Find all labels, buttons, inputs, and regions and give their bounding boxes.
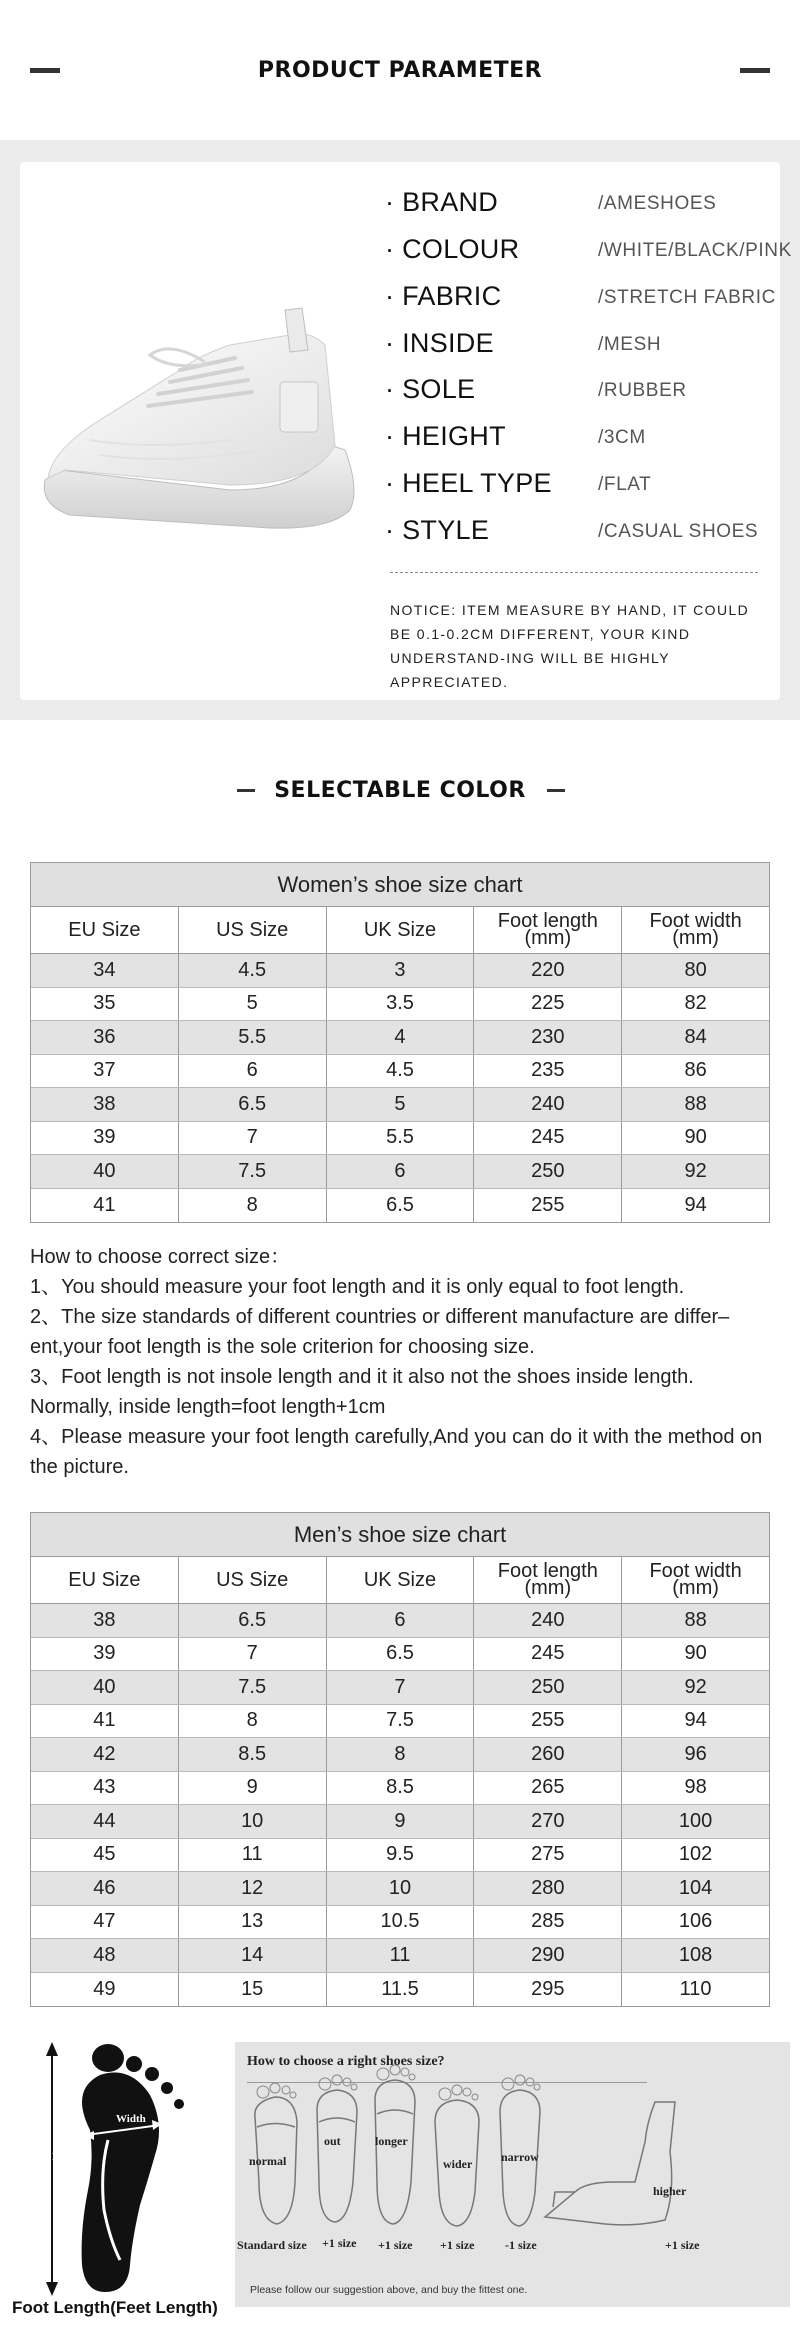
instructions-title: How to choose correct size：	[30, 1246, 291, 1268]
table-caption: Men’s shoe size chart	[31, 1513, 769, 1557]
table-cell: 42	[31, 1738, 179, 1771]
table-row	[31, 1604, 769, 1638]
table-cell: 4	[327, 1021, 475, 1054]
women-size-table	[30, 862, 770, 1223]
param-key: · INSIDE	[385, 328, 494, 358]
table-cell: 43	[31, 1772, 179, 1805]
table-cell: 5	[179, 988, 327, 1021]
table-cell: 46	[31, 1872, 179, 1905]
param-value: /RUBBER	[598, 380, 687, 401]
param-value: /CASUAL SHOES	[598, 521, 759, 542]
section-title: SELECTABLE COLOR	[274, 778, 526, 803]
table-cell: 38	[31, 1088, 179, 1121]
table-cell: 88	[684, 1608, 707, 1631]
table-cell: 34	[31, 954, 179, 987]
table-cell: 6	[327, 1604, 475, 1637]
table-cell: 40	[31, 1671, 179, 1704]
column-header: UK Size	[327, 907, 475, 953]
instruction-item: 4、Please measure your foot length carefully,And you can do it with the method on the picture.	[30, 1426, 763, 1478]
label-wider: wider	[443, 2157, 473, 2171]
table-row	[31, 954, 769, 988]
table-cell: 100	[678, 1809, 713, 1832]
table-caption: Women’s shoe size chart	[31, 863, 769, 907]
table-cell: 6.5	[327, 1189, 475, 1223]
table-cell: 3	[327, 954, 475, 987]
table-row	[31, 1088, 769, 1122]
feet-outline-illustration	[235, 2042, 790, 2307]
table-cell: 230	[474, 1021, 622, 1054]
size-label: Standard size	[237, 2238, 307, 2252]
table-cell: 39	[31, 1638, 179, 1671]
table-cell: 9	[327, 1805, 475, 1838]
table-cell: 285	[474, 1906, 622, 1939]
instruction-item: 1、You should measure your foot length and it is only equal to foot length.	[30, 1276, 685, 1298]
table-cell: 4.5	[327, 1055, 475, 1088]
column-header: Foot length (mm)	[474, 907, 622, 953]
param-value: /MESH	[598, 334, 662, 355]
table-cell: 90	[684, 1126, 707, 1149]
table-cell: 86	[684, 1059, 707, 1082]
table-cell: 104	[678, 1876, 713, 1899]
table-row	[31, 1021, 769, 1055]
column-header: UK Size	[327, 1557, 475, 1603]
foot-length-label: Length	[52, 2151, 86, 2163]
label-out: out	[324, 2134, 341, 2148]
column-header: US Size	[179, 907, 327, 953]
table-cell: 8.5	[327, 1772, 475, 1805]
size-label: +1 size	[665, 2238, 700, 2252]
table-row	[31, 1055, 769, 1089]
method-footer-note: Please follow our suggestion above, and buy the fittest one.	[250, 2284, 528, 2296]
table-cell: 280	[474, 1872, 622, 1905]
table-cell: 10	[327, 1872, 475, 1905]
table-cell: 96	[684, 1742, 707, 1765]
param-row	[385, 281, 795, 317]
size-label: +1 size	[378, 2238, 413, 2252]
table-cell: 245	[474, 1122, 622, 1155]
parameter-divider	[390, 572, 758, 573]
table-row	[31, 1122, 769, 1156]
column-header: Foot length (mm)	[474, 1557, 622, 1603]
table-cell: 10.5	[327, 1906, 475, 1939]
table-cell: 14	[179, 1939, 327, 1972]
table-cell: 8	[179, 1189, 327, 1223]
param-key: · SOLE	[385, 374, 476, 404]
column-header: Foot width (mm)	[649, 1560, 742, 1599]
param-value: /WHITE/BLACK/PINK	[598, 240, 792, 261]
table-cell: 38	[31, 1604, 179, 1637]
table-cell: 260	[474, 1738, 622, 1771]
table-header-row	[31, 907, 769, 954]
selectable-color-header	[0, 775, 800, 805]
table-cell: 48	[31, 1939, 179, 1972]
param-key: · HEEL TYPE	[385, 468, 552, 498]
table-cell: 108	[678, 1943, 713, 1966]
param-row	[385, 234, 795, 270]
size-instructions	[30, 1242, 775, 1482]
param-key: · BRAND	[385, 187, 499, 217]
column-header: EU Size	[31, 907, 179, 953]
notice-text: NOTICE: ITEM MEASURE BY HAND, IT COULD BE 0.1-0.2CM DIFFERENT, YOUR KIND UNDERSTAND-ING WILL BE HIGHLY APPRECIATED.	[390, 602, 750, 690]
table-cell: 82	[684, 992, 707, 1015]
table-cell: 41	[31, 1705, 179, 1738]
table-cell: 98	[684, 1776, 707, 1799]
table-cell: 44	[31, 1805, 179, 1838]
table-cell: 40	[31, 1155, 179, 1188]
table-cell: 270	[474, 1805, 622, 1838]
table-cell: 5.5	[179, 1021, 327, 1054]
shoe-size-method-figure	[235, 2042, 790, 2307]
param-row	[385, 421, 795, 457]
table-cell: 7.5	[179, 1155, 327, 1188]
table-cell: 41	[31, 1189, 179, 1223]
table-row	[31, 1189, 769, 1223]
table-cell: 94	[684, 1709, 707, 1732]
table-cell: 220	[474, 954, 622, 987]
table-cell: 235	[474, 1055, 622, 1088]
table-cell: 110	[679, 1977, 712, 2000]
table-cell: 255	[474, 1705, 622, 1738]
param-row	[385, 328, 795, 364]
table-cell: 6	[179, 1055, 327, 1088]
foot-measure-figure	[30, 2040, 230, 2335]
table-cell: 255	[474, 1189, 622, 1223]
size-label: -1 size	[505, 2238, 537, 2252]
table-cell: 102	[678, 1843, 713, 1866]
param-key: · HEIGHT	[385, 421, 506, 451]
table-cell: 6.5	[179, 1088, 327, 1121]
table-row	[31, 1705, 769, 1739]
table-cell: 6	[327, 1155, 475, 1188]
table-cell: 4.5	[179, 954, 327, 987]
table-row	[31, 1939, 769, 1973]
param-key: · STYLE	[385, 515, 490, 545]
table-cell: 106	[678, 1910, 713, 1933]
table-cell: 275	[474, 1839, 622, 1872]
column-header: Foot width (mm)	[649, 910, 742, 949]
table-cell: 9.5	[327, 1839, 475, 1872]
header-dash-right	[740, 68, 770, 73]
table-cell: 11	[327, 1939, 475, 1972]
table-row	[31, 1906, 769, 1940]
instruction-item: 3、Foot length is not insole length and it it also not the shoes inside length. Normally, inside length=foot length+1cm	[30, 1366, 694, 1418]
table-body	[31, 954, 769, 1222]
table-cell: 9	[179, 1772, 327, 1805]
column-header: US Size	[179, 1557, 327, 1603]
table-row	[31, 1805, 769, 1839]
column-header: EU Size	[31, 1557, 179, 1603]
foot-width-label: Width	[116, 2113, 146, 2125]
table-cell: 5	[327, 1088, 475, 1121]
table-cell: 265	[474, 1772, 622, 1805]
table-cell: 6.5	[327, 1638, 475, 1671]
foot-figure-caption: Foot Length(Feet Length)	[12, 2298, 218, 2317]
table-header-row	[31, 1557, 769, 1604]
table-cell: 8.5	[179, 1738, 327, 1771]
table-cell: 92	[684, 1675, 707, 1698]
table-row	[31, 1772, 769, 1806]
param-key: · FABRIC	[385, 281, 502, 311]
param-value: /STRETCH FABRIC	[598, 287, 776, 308]
table-cell: 84	[684, 1025, 707, 1048]
product-parameter-header	[0, 55, 800, 85]
param-row	[385, 515, 795, 551]
method-title: How to choose a right shoes size?	[247, 2054, 445, 2069]
table-body	[31, 1604, 769, 2006]
table-cell: 250	[474, 1671, 622, 1704]
table-cell: 8	[327, 1738, 475, 1771]
size-label: +1 size	[440, 2238, 475, 2252]
size-label: +1 size	[322, 2236, 357, 2250]
table-cell: 88	[684, 1092, 707, 1115]
table-cell: 11	[179, 1839, 327, 1872]
param-value: /3CM	[598, 427, 646, 448]
table-row	[31, 1973, 769, 2007]
table-cell: 36	[31, 1021, 179, 1054]
table-cell: 80	[684, 958, 707, 981]
shoe-image	[30, 300, 370, 570]
table-cell: 35	[31, 988, 179, 1021]
table-cell: 295	[474, 1973, 622, 2007]
table-cell: 7.5	[179, 1671, 327, 1704]
table-row	[31, 1839, 769, 1873]
table-cell: 45	[31, 1839, 179, 1872]
table-cell: 7	[327, 1671, 475, 1704]
table-cell: 245	[474, 1638, 622, 1671]
table-cell: 12	[179, 1872, 327, 1905]
table-cell: 225	[474, 988, 622, 1021]
table-cell: 7	[179, 1638, 327, 1671]
table-cell: 240	[474, 1088, 622, 1121]
table-cell: 290	[474, 1939, 622, 1972]
table-cell: 47	[31, 1906, 179, 1939]
section-title: PRODUCT PARAMETER	[257, 58, 543, 83]
table-cell: 8	[179, 1705, 327, 1738]
table-cell: 15	[179, 1973, 327, 2007]
table-cell: 90	[684, 1642, 707, 1665]
param-value: /FLAT	[598, 474, 652, 495]
table-cell: 49	[31, 1973, 179, 2007]
men-size-table	[30, 1512, 770, 2007]
table-row	[31, 1872, 769, 1906]
table-row	[31, 1638, 769, 1672]
header-dash-right	[547, 789, 565, 792]
param-value: /AMESHOES	[598, 193, 717, 214]
param-row	[385, 374, 795, 410]
label-normal: normal	[249, 2154, 287, 2168]
table-row	[31, 1155, 769, 1189]
table-cell: 94	[684, 1193, 707, 1216]
table-cell: 5.5	[327, 1122, 475, 1155]
table-cell: 13	[179, 1906, 327, 1939]
instruction-item: 2、The size standards of different countries or different manufacture are differ–ent,your foot length is the sole criterion for choosing size.	[30, 1306, 730, 1358]
label-longer: longer	[375, 2134, 408, 2148]
table-cell: 7.5	[327, 1705, 475, 1738]
param-row	[385, 468, 795, 504]
param-key: · COLOUR	[385, 234, 520, 264]
table-cell: 37	[31, 1055, 179, 1088]
table-cell: 92	[684, 1159, 707, 1182]
param-row	[385, 187, 795, 223]
table-cell: 39	[31, 1122, 179, 1155]
table-cell: 3.5	[327, 988, 475, 1021]
table-cell: 7	[179, 1122, 327, 1155]
table-cell: 11.5	[327, 1973, 475, 2007]
label-higher: higher	[653, 2184, 687, 2198]
table-cell: 240	[474, 1604, 622, 1637]
table-row	[31, 988, 769, 1022]
table-cell: 250	[474, 1155, 622, 1188]
table-cell: 10	[179, 1805, 327, 1838]
table-row	[31, 1738, 769, 1772]
table-cell: 6.5	[179, 1604, 327, 1637]
label-narrow: narrow	[501, 2150, 539, 2164]
table-row	[31, 1671, 769, 1705]
